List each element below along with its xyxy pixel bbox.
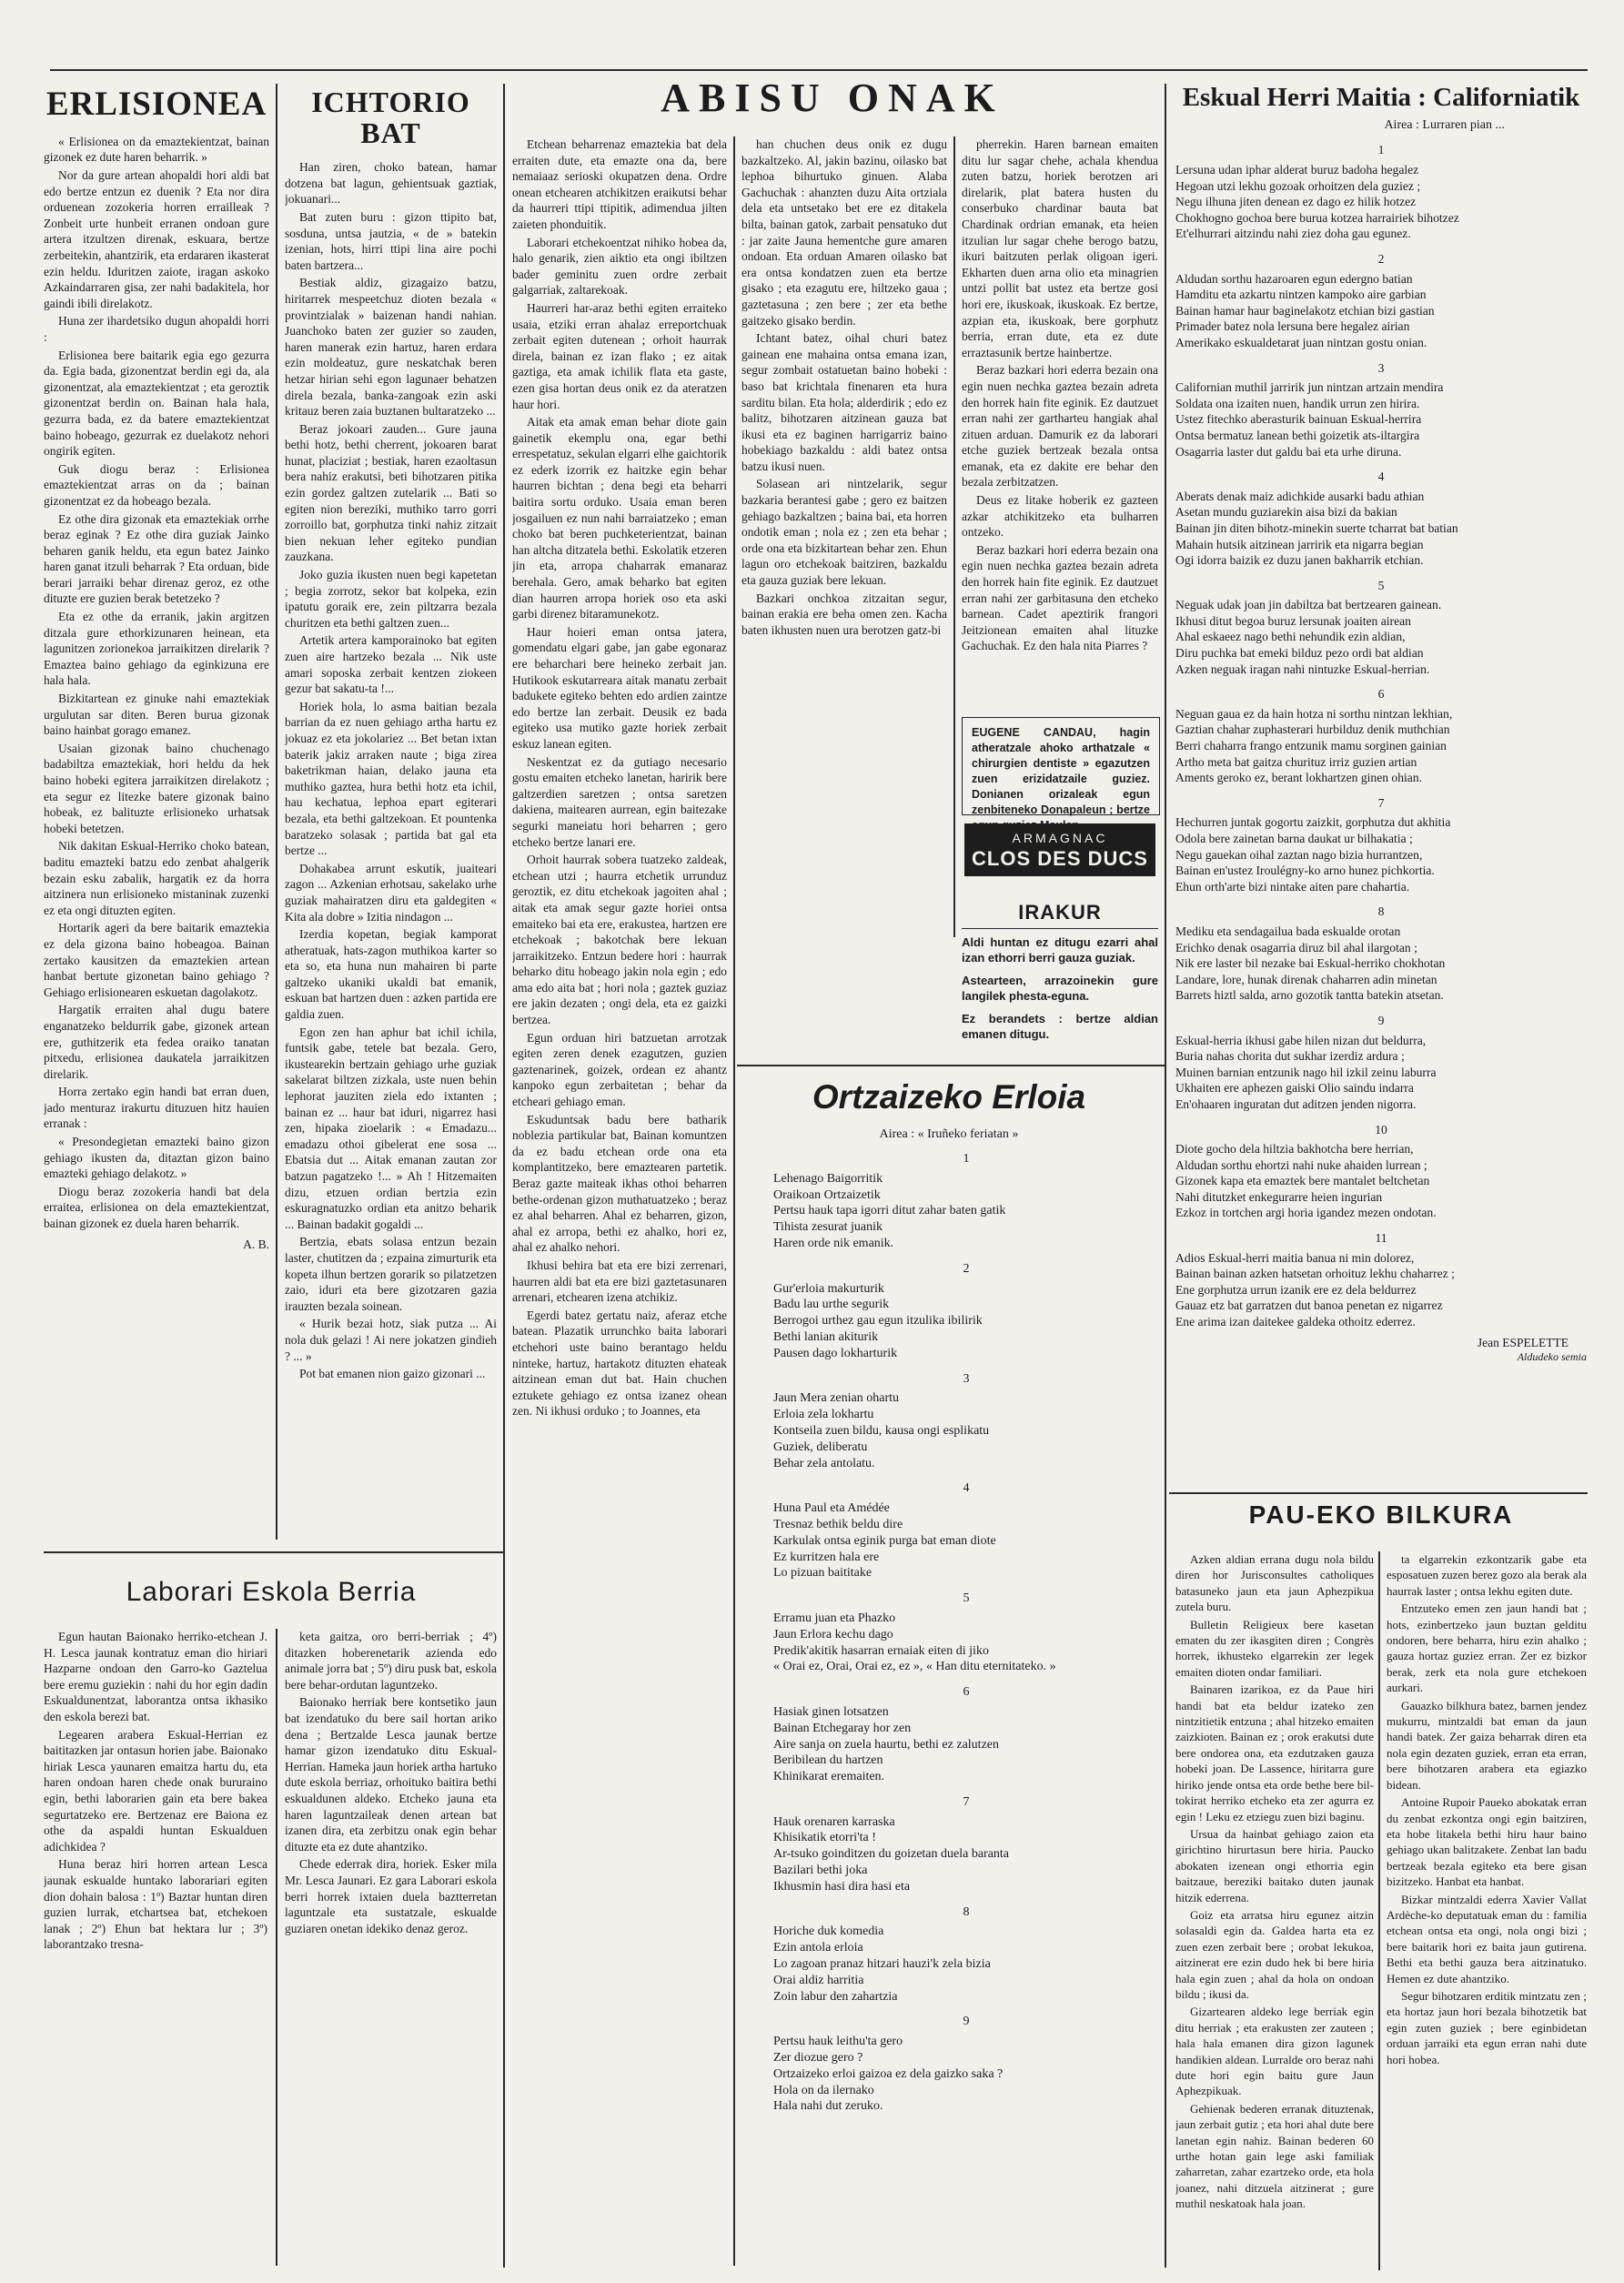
ortzaizeko-verse-line: Jaun Mera zenian ohartu [773, 1391, 899, 1406]
eskual-herri-stanza [1175, 924, 1587, 1004]
irakur-paragraph: Ez berandets : bertze aldian emanen ditugu. [962, 1012, 1158, 1041]
ortzaizeko-verse-line: Hola on da ilernako [773, 2083, 874, 2097]
ortzaizeko-stanza-number: 2 [963, 1261, 970, 1276]
ortzaizeko-stanza [773, 1390, 1159, 1471]
abisu-onak-body-3 [962, 136, 1158, 654]
eskual-herri-verse-line: Ustez fitechko aberasturik bainuan Eskual-herrira [1175, 412, 1422, 427]
eskual-herri-verse-line: Chokhogno gochoa bere burua kotzea harrairiek bihotzez [1175, 210, 1459, 225]
eskual-herri-verse-line: Ikhusi ditut begoa buruz lersunak joaiten airean [1175, 613, 1411, 628]
section-rule [737, 1065, 1165, 1066]
ichtorio-paragraph: « Hurik bezai hotz, siak putza ... Ai nola duk gelazi ! Ai nere jokatzen gindieh ? ... » [285, 1317, 497, 1363]
abisu-onak-body-2 [741, 136, 947, 638]
paueko-body-1 [1175, 1551, 1374, 2212]
ichtorio-paragraph: Joko guzia ikusten nuen begi kapetetan ; begia zorrotz, sekor bat kolpeka, ezin ipatutu goraik ere, zein piltzarra bezala churitzen eta bethi galtzen zuen... [285, 568, 497, 630]
abisu-onak-paragraph: Laborari etchekoentzat nihiko hobea da, halo genarik, zien aiktio eta ongi ibiltzen bader geminitu zuen ordre zerbait galgarriak, zaltarekoak. [512, 235, 727, 298]
laborari-paragraph: keta gaitza, oro berri-berriak ; 4º) ditazken hoberenetarik azienda edo animale jorra bat ; 5º) diru pusk bat, eskola bere behar-ordutan laguntzeko. [285, 1630, 497, 1692]
eskual-herri-verse-line: Lersuna udan iphar alderat buruz badoha hegalez [1175, 163, 1419, 177]
erlisionea-paragraph: Ez othe dira gizonak eta emaztekiak orrhe beraz eginak ? Ez othe dira guziak Jainko beharen ganik heldu, eta egun batez Jainko haren ganat itzuli beharrak ? Eta orduan, bide berari jarraiki behar direnaz geroz, ez othe dituzte ere guzien berak betetzeko ? [44, 511, 269, 606]
ortzaizeko-stanza [773, 1500, 1159, 1581]
eskual-herri-verse-line: Californian muthil jarririk jun nintzan artzain mendira [1175, 380, 1444, 395]
eskual-herri-verse-line: Diote gocho dela hiltzia bakhotcha bere herrian, [1175, 1142, 1414, 1157]
eskual-herri-verse-line: Gauaz etz bat garratzen dut banoa penetan ez nigarrez [1175, 1298, 1443, 1313]
eskual-herri-stanza-number: 4 [1377, 470, 1385, 484]
ortzaizeko-stanza-number: 6 [963, 1685, 970, 1700]
ichtorio-article [285, 87, 497, 1543]
eskual-herri-stanza [1175, 597, 1587, 677]
ortzaizeko-verse-line: Lo zagoan pranaz hitzari hauzi'k zela bizia [773, 1957, 991, 1972]
erlisionea-paragraph: « Erlisionea on da emaztekientzat, bainan gizonek ez dute haren beharrik. » [44, 134, 269, 165]
abisu-onak-paragraph: Solasean ari nintzelarik, segur bazkaria berantesi gabe ; gero ez baitzen gehiago bazkaltzen ; baina bai, eta horren ondotik eman ; nola ez ; zen eta behar ; orde ona eta bizkitartean behar zen. Ehun lagun oro etchekoak baitziren, bazkaldu eta gauza guziak bere lekuan. [741, 477, 947, 588]
eskual-herri-stanza [1175, 379, 1587, 460]
eskual-herri-verse-line: Hechurren juntak gogortu zaizkit, gorphutza dut akhitia [1175, 815, 1451, 830]
ortzaizeko-stanza-number: 8 [963, 1904, 970, 1919]
ortzaizeko-verse-line: Haren orde nik emanik. [773, 1236, 894, 1250]
ortzaizeko-verse-line: Kontseila zuen bildu, kausa ongi esplikatu [773, 1423, 990, 1438]
abisu-onak-paragraph: Egun orduan hiri batzuetan arrotzak egiten zeren denek ezagutzen, guzien gaztenarinek, goizek, ordean ez ahantz kanpoko egun zerbaitetan ; behar da etcheari gehiago eman. [512, 1030, 727, 1109]
ortzaizeko-verse-line: Badu lau urthe segurik [773, 1298, 890, 1312]
irakur-notice [962, 901, 1158, 1056]
irakur-paragraph: Astearteen, arrazoinekin gure langilek phesta-eguna. [962, 974, 1158, 1003]
eskual-herri-verse-line: Landare, lore, hunak direnak chaharren adin minetan [1175, 972, 1437, 986]
eskual-herri-stanza-number: 8 [1377, 904, 1385, 919]
ortzaizeko-stanza [773, 1611, 1159, 1675]
eskual-herri-verse-line: Erichko denak osagarria diruz bil ahal ilargotan ; [1175, 940, 1417, 955]
ichtorio-paragraph: Han ziren, choko batean, hamar dotzena bat lagun, gehientsuak gaztiak, jokuanari... [285, 160, 497, 207]
armagnac-brand: CLOS DES DUCS [972, 847, 1148, 870]
irakur-paragraph: Aldi huntan ez ditugu ezarri ahal izan ethorri berri gauza guziak. [962, 935, 1158, 965]
eskual-herri-stanza-number: 9 [1377, 1013, 1385, 1027]
eskual-herri-verse-line: Neguan gaua ez da hain hotza ni sorthu nintzan lekhian, [1175, 706, 1453, 721]
abisu-onak-paragraph: Eskuduntsak badu bere batharik noblezia partikular bat, Bainan komuntzen da ez badu etchean orde ona eta komplantitzeko, bere emaztearen partetik. Beraz gazte maiteak ikhas othoi beharren bethe-ordenan gizon muthatuatzeko ; beraz ez ahal beharren. Ahal ez beharren, gizon, ahal ez arropa, bethi ez ahalko, hori ez, ahal ez ahalko nehori. [512, 1112, 727, 1255]
eskual-herri-verse-line: Mahain hutsik aitzinean jarririk eta nigarra begian [1175, 537, 1424, 551]
ichtorio-paragraph: Egon zen han aphur bat ichil ichila, funtsik gabe, tetele bat bezala. Gero, ikustearekin bertzain gehiago urhe guziak sakelarat biltzen zizkala, uste nuen behin lephorat jauziten ziela edo ixtanten ; bainan ez ... haur bat iduri, nigarrez hasi zen, hipaka zioelarik : « Emadazu... emadazu othoi gibelerat ene sosa ... Ebatsia dut ... Aitak emanan zautan zor batzun pagatzeko !... » Ah ! Hitzemaiten dizu, etzuen ordian bertzia ezin eskuragnatuzko ordian eta anitzo beharik ... Bainan badakit gogaldi ... [285, 1025, 497, 1231]
eskual-herri-verse-line: Berri chaharra frango entzunik mamu sorginen gainian [1175, 739, 1447, 753]
erlisionea-paragraph: Horra zertako egin handi bat erran duen, jado menturaz irakurtu dituzuen hitz hauien erranak : [44, 1085, 269, 1131]
eskual-herri-verse-line: Muinen barnian entzunik nago hil izkil zeinu laburra [1175, 1065, 1437, 1079]
candau-advertisement [962, 717, 1160, 815]
erlisionea-paragraph: Guk diogu beraz : Erlisionea emaztekientzat arras on da ; bainan gizonentzat ez da hobeago bezala. [44, 461, 269, 508]
armagnac-advertisement [964, 823, 1155, 876]
eskual-herri-stanza-number: 1 [1377, 143, 1385, 157]
ichtorio-paragraph: Pot bat emanen nion gaizo gizonari ... [299, 1367, 486, 1381]
eskual-herri-verse-line: Barrets hiztl salda, arno gozotik tantta batekin atsetan. [1175, 988, 1444, 1003]
ortzaizeko-verse-line: Bethi lanian akiturik [773, 1329, 879, 1344]
ichtorio-paragraph: Izerdia kopetan, begiak kamporat atheratuak, hats-zagon muthikoa karter so eta so, eta huna nun mahairen bi parte galtzeko ukaniki ukaldi bat emanik, eskuan bat hartzen duen : azken partida ere galdia zuen. [285, 927, 497, 1022]
column-rule [733, 136, 735, 2266]
ortzaizeko-verse-line: Hasiak ginen lotsatzen [773, 1704, 889, 1719]
ichtorio-body [285, 159, 497, 1382]
eskual-herri-air: Airea : Lurraren pian ... [1384, 118, 1505, 133]
erlisionea-article [44, 87, 269, 1543]
ortzaizeko-verse-line: Pertsu hauk tapa igorri ditut zahar baten gatik [773, 1204, 1006, 1218]
erlisionea-paragraph: Hargatik erraiten ahal dugu batere enganatzeko beldurrik gabe, gizonek artean ere, guthitzerik eta fedea oraiko tanatan pitxedu, erlisionea daukatela jarraikitzen direlarik. [44, 1003, 269, 1081]
eskual-herri-stanzas [1175, 142, 1587, 1329]
ichtorio-paragraph: Bat zuten buru : gizon ttipito bat, sosduna, untsa jautzia, « de » batekin izenian, hots, hirri ttipi lina aire pochi baten bartzera... [285, 209, 497, 272]
eskual-herri-verse-line: Ehun orth'arte bizi nintake aiten pare chahartia. [1175, 879, 1410, 894]
eskual-herri-stanza [1175, 814, 1587, 894]
laborari-header [44, 1561, 499, 1615]
abisu-onak-paragraph: Bazkari onchkoa zitzaitan segur, bainan erakia ere beha omen zen. Kacha baten ikhusten nuen ura berotzen gatz-bi [741, 591, 947, 637]
ortzaizeko-stanza [773, 1281, 1159, 1362]
ortzaizeko-air: Airea : « Iruñeko feriatan » [879, 1127, 1019, 1141]
eskual-herri-verse-line: Hamditu eta azkartu nintzen kampoko aire garbian [1175, 288, 1427, 302]
ortzaizeko-stanza-number: 5 [963, 1591, 970, 1606]
ortzaizeko-verse-line: Bainan Etchegaray hor zen [773, 1721, 912, 1735]
ortzaizeko-verse-line: Orai aldiz harritia [773, 1973, 864, 1987]
irakur-rule [962, 928, 1158, 929]
ortzaizeko-verse-line: Jaun Erlora kechu dago [773, 1627, 893, 1642]
ichtorio-paragraph: Beraz jokoari zauden... Gure jauna bethi hotz, bethi cherrent, jokoaren barat hunat, placiziat ; bestiak, haren ezaoltasun bera nahiz erakutsi, beti bihotzaren pitika ezin gordez galtzen zutelarik ... Bati so egiten nion bereziki, muthiko tarro gorri zorroillo bat, gorphutza tinki nahiz zitzait bien nekuan leher egiteko pundian zauzkana. [285, 421, 497, 564]
eskual-herri-verse-line: Ene gorphutza urrun izanik ere ez dela beldurrez [1175, 1282, 1417, 1297]
paueko-paragraph: Gauazko bilkhura batez, barnen jendez mukurru, mintzaldi bat eman da jaun handi batek. Zer gaiza beharrak diren eta nola egin dezaten guziek, erran eta erran, bere bihotzaren arabera eta egiazko bidean. [1387, 1698, 1587, 1792]
ortzaizeko-verse-line: Lo pizuan baititake [773, 1566, 873, 1581]
paueko-paragraph: Segur bihotzaren erditik mintzatu zen ; eta hortaz jaun hori bezala bihotzetik bat egin zuten guziek ; bere eginbidetan orduan jarraiki eta egun erran nahi dute hori hobea. [1387, 1988, 1587, 2066]
column-rule [503, 84, 505, 2268]
ortzaizeko-stanza-number: 7 [963, 1794, 970, 1809]
paueko-body-2 [1387, 1551, 1587, 2067]
erlisionea-paragraph: Nor da gure artean ahopaldi hori aldi bat edo bertze entzun ez duenik ? Eta nor dira orduenean zozokeria horren errailleak ? Zonbeit urte hunbeit erranen ondoan gure artera itzultzen direnak, eskuara, bertze zerbeitekin, ahantzirik, eta erdararen ikasterat ezin heldu. Iduritzen zaiote, iragan askoko Azkaindarraren gisa, zer nahi badakitela, hor gaindi ibili direlakotz. [44, 168, 269, 310]
eskual-herri-verse-line: Gaztian chahar zuphasterari hurbilduz denik muthchian [1175, 722, 1450, 737]
eskual-herri-stanza-number: 5 [1377, 578, 1385, 592]
eskual-herri-stanza-number: 3 [1377, 360, 1385, 375]
column-rule [276, 1629, 277, 2266]
ortzaizeko-verse-line: Bazilari bethi joka [773, 1864, 868, 1878]
erlisionea-paragraph: Hortarik ageri da bere baitarik emaztekia ez dela gizona baino hobeagoa. Bainan zertako kausitzen da emaztekien artean hanbat bertute gizonetan baino gehiago ? Gehiago erlisionearen eskuetan dagolakotz. [44, 921, 269, 999]
ichtorio-paragraph: Bestiak aldiz, gizagaizo batzu, hiritarrek mespeetchuz dioten bezala « provintzialak » baizenan handi nahian. Juanchoko baten zer guzier so zauden, haren manerak ezin hartuz, haren erdara ezin moldeatuz, gure neskatchak beren hetzar hirian sehi egon lagunaer behatzen direla bezala, banka-zangoak ezin aski kritauz beren zaia buztanen bultaratzeko ... [285, 276, 497, 419]
eskual-herri-verse-line: Buria nahas chorita dut sukhar izerdiz ardura ; [1175, 1049, 1405, 1064]
abisu-onak-paragraph: han chuchen deus onik ez dugu bazkaltzeko. Al, jakin bazinu, oilasko bat lephoa bihurtuko ginuen. Alaba Gachuchak : ahanzten duzu Aita ortziala dela eta untsetako bet ere ez ditakela bilta, bainan gatok, zarbait pensatuko dut : jar zaite Jauna hementche gure amaren ondoan. Eta orduan Amaren oilasko bat era ontsa kondatzen zuen eta bertze gisako ; eta ezagutu ere, hiltzeko gaua ; gaztetasuna ; zen bere ; zer eta bethe gaitzeko gisako berdin. [741, 137, 947, 328]
eskual-herri-verse-line: Gizonek kapa eta emaztek bere mantalet beltchetan [1175, 1174, 1430, 1188]
erlisionea-headline: ERLISIONEA [45, 87, 267, 123]
abisu-onak-body-1 [512, 136, 727, 1419]
abisu-onak-col-3 [962, 136, 1158, 705]
ortzaizeko-verse-line: Huna Paul eta Amédée [773, 1501, 890, 1516]
erlisionea-paragraph: Usaian gizonak baino chuchenago badabiltza emaztekiak, hori heldu da hek baino hobeki egitera jarraikitzen direlakotz ; eta segur ez litezke batere gizonak baino hobeak, ez balituzte erlisioneko urhatsak hobeki betetzen. [44, 741, 269, 835]
erlisionea-signature: A. B. [243, 1237, 269, 1251]
ortzaizeko-verse-line: Zoin labur den zahartzia [773, 1989, 898, 2004]
erlisionea-paragraph: Eta ez othe da erranik, jakin argitzen ditzala gure ethorkizunaren heinean, eta lagunitzen zorionekoa jarraikitzen direlarik ? Emaztea baino gehiago da eginkizuna ere hala hala. [44, 610, 269, 688]
ortzaizeko-verse-line: Beribilean du hartzen [773, 1753, 883, 1768]
ortzaizeko-verse-line: Ikhusmin hasi dira hasi eta [773, 1879, 911, 1894]
laborari-paragraph: Chede ederrak dira, horiek. Esker mila Mr. Lesca Jaunari. Ez gara Laborari eskola berri horrek ixtaien duela baztterretan laguntzale eta sustatzale, eskualde guziaren onetan idekiko denaz geroz. [285, 1857, 497, 1935]
column-rule [1165, 84, 1166, 2268]
ortzaizeko-verse-line: Ortzaizeko erloi gaizoa ez dela gaizko saka ? [773, 2066, 1004, 2081]
eskual-herri-verse-line: Ene arima izan daitekee galdeka othoitz ederrez. [1175, 1315, 1416, 1329]
ortzaizeko-verse-line: « Orai ez, Orai, Orai ez, ez », « Han ditu eternitateko. » [773, 1660, 1056, 1674]
laborari-headline: Laborari Eskola Berria [126, 1577, 417, 1607]
ortzaizeko-verse-line: Pertsu hauk leithu'ta gero [773, 2035, 903, 2049]
eskual-herri-verse-line: Ezkoz in tortchen argi horia igandez mezen ondotan. [1175, 1206, 1437, 1220]
erlisionea-paragraph: Erlisionea bere baitarik egia ego gezurra da. Egia bada, gizonentzat berdin egi da, ala gizonentzat, ala emaztekientzat ; eta geroztik gizonentzat berdin on. Bainan hala hala, gezurra bada, ez da batere emaztekientzat baino hobeago, gezurrak ez duelakotz nehori ongirik egiten. [44, 348, 269, 459]
eskual-herri-verse-line: Hegoan utzi lekhu gozoak orhoitzen dela guziez ; [1175, 178, 1421, 193]
laborari-col-1 [44, 1629, 267, 2266]
eskual-herri-verse-line: Osagarria laster dut galdu bai eta urhe diruna. [1175, 444, 1402, 459]
ichtorio-paragraph: Dohakabea arrunt eskutik, juaiteari zagon ... Azkenian erhotsau, sakelako urhe guziak mahairatzen diru eta galdegiten « Kita ala dobre » Izitia nindagon ... [285, 861, 497, 924]
ortzaizeko-erloia-poem [739, 1078, 1159, 2270]
paueko-paragraph: Gehienak bederen erranak dituztenak, jaun zerbait gutiz ; eta hori ahal dute bere lanetan egin nahiz. Bainan bederen 60 urthe hotan gain lege aski familiak zaharretan, zahar ezartzeko orde, eta hola joanez, nahi ditzuela aitzinerat ; gure muthil neskatoak hala joan. [1175, 2101, 1374, 2211]
abisu-onak-paragraph: Aitak eta amak eman behar diote gain gainetik ekemplu ona, egar bethi errespetatuz, sekulan elgarri elhe gaichtorik ez ederk izorrik ez haitzke egin behar haurren bichtan ; dena begi eta beharri baitira sortu orduko. Usaia eman beren josgailuen ez nun nahi barraiatzeko ; eman choko bat beren puchketerientzat, bainan han altcha ditzatela bethi. Eskolatik etzeren jin eta, arropa chaharrak emanaraz berehala. Gero, amak beharko bat egiten dian haurren arropa horiek oso eta aski garbi direnez bitaramunekotz. [512, 415, 727, 621]
eskual-herri-verse-line: Aldudan sorthu hazaroaren egun edergno batian [1175, 271, 1413, 286]
abisu-onak-header [514, 77, 1151, 132]
eskual-herri-verse-line: Ontsa bermatuz lanean bethi goizetik ats-iltargira [1175, 428, 1420, 442]
ortzaizeko-verse-line: Lehenago Baigorritik [773, 1171, 883, 1186]
eskual-herri-verse-line: Nahi ditutzket enkegurarre heien ingurian [1175, 1189, 1383, 1204]
eskual-herri-verse-line: Aments geroko ez, berant lokhartzen ginen ohian. [1175, 771, 1423, 785]
eskual-herri-verse-line: Ukhaiten ere aphezen gaiski Olio saindu indarra [1175, 1081, 1414, 1096]
ortzaizeko-stanza-number: 3 [963, 1371, 970, 1386]
ortzaizeko-verse-line: Hauk orenaren karraska [773, 1814, 895, 1829]
eskual-herri-headline: Eskual Herri Maitia : Californiatik [1182, 84, 1580, 112]
column-rule [276, 84, 277, 1540]
eskual-herri-stanza [1175, 1141, 1587, 1221]
eskual-herri-verse-line: Eskual-herria ikhusi gabe hilen nizan dut beldurra, [1175, 1033, 1427, 1047]
abisu-onak-col-2 [741, 136, 947, 937]
candau-text: EUGENE CANDAU, hagin atheratzale ahoko arthatzale « chirurgien dentiste » egazutzen zuen erizidatzaile guziez. Donianen orizaleak egun zenbiteneko Donapaleun ; bertze [972, 726, 1150, 816]
ortzaizeko-verse-line: Khinikarat eremaiten. [773, 1770, 885, 1784]
ichtorio-paragraph: Horiek hola, lo asma baitian bezala barrian da ez nuen gehiago artha hartu ez jokuaz ez eta jokolariez ... Bet betan ixtan baterik jakiz arraken naute ; biga zirea baketrikman haian, delako jauna eta muthiko gaztea, hura bethi hotz eta ichil, hau kechatua, lephoa epart egiterari bezala, eta bethi galtzekoan. Et pountenka baratzeko solasak ; partida bat gal eta bertze ... [285, 699, 497, 858]
laborari-paragraph: Baionako herriak bere kontsetiko jaun bat izendatuko du bere sail hortan ariko dena ; Bertzalde Lesca jaunak bertze hamar gizon izendatuko ditu Eskual-Herrian. Hameka jaun horiek artha hartuko dute eskola berriaz, orhoituko baitira bethi eskualdunen aldeko. Etcheko jauna eta haren laguntzaileak denen artean bat izanen dira, eta zerbitzu onak egin behar dituzte eta ez dute ahantziko. [285, 1695, 497, 1854]
paueko-paragraph: Entzuteko emen zen jaun handi bat ; hots, ezinbertzeko jaun buztan gelditu ondoren, bere beharra, hiru ezin ahalko ; gauza hortaz guziez erran. Zer ez bizkor berak, zerk eta nola gure etchekoen aurkari. [1387, 1601, 1587, 1695]
paueko-paragraph: Goiz eta arratsa hiru egunez aitzin solasaldi egin da. Galdea harta eta ez zuen ezen zerbait bere ; orobat lekukoa, aitzinerat ere ezin dudo hek bi bere hiria hala egin zuen ; ahal da hola on ondoan bildu ; ikusi da. [1175, 1907, 1374, 2001]
eskual-herri-stanza-number: 7 [1377, 795, 1385, 810]
eskual-herri-verse-line: Aldudan sorthu ehortzi nahi nuke ahaiden lurrean ; [1175, 1157, 1427, 1172]
eskual-herri-stanza [1175, 706, 1587, 786]
eskual-herri-stanza [1175, 162, 1587, 242]
ichtorio-paragraph: Bertzia, ebats solasa entzun bezain laster, chutitzen da ; ezpaina zimurturik eta kopeta ilhun bertzen gorarik so pilatzetzen zaio, iduri eta bere gizotzaren gazia irauzten bezala soinean. [285, 1235, 497, 1313]
eskual-herri-verse-line: Neguak udak joan jin dabiltza bat bertzearen gainean. [1175, 598, 1442, 612]
eskual-herri-stanza-number: 10 [1375, 1122, 1387, 1136]
paueko-col-1 [1175, 1551, 1374, 2270]
eskual-herri-verse-line: Bainan bainan azken hatsetan orhoituz lekhu chaharrez ; [1175, 1267, 1455, 1281]
laborari-col-2 [285, 1629, 497, 2266]
ichtorio-headline: ICHTORIO BAT [311, 87, 470, 149]
abisu-onak-paragraph: Haur hoieri eman ontsa jatera, gomendatu elgari gabe, jan gabe egonaraz ere beharchari bere heineko zerbait jan. Hutikook eskutarreara aitak manatu zerbait badukete egiteko behten edo ardien zaintze edo bertze lan zerbait. Deusik ez bada egiteko usa mutiko gazte horiek zerbait eskuz lanean egiten. [512, 624, 727, 751]
eskual-herri-stanza [1175, 271, 1587, 351]
ichtorio-paragraph: Artetik artera kamporainoko bat egiten zuen aire hartzeko bezala ... Nik uste amari soposka zerbait kentzen ziokeen gezur bat sakatu-ta !... [285, 633, 497, 696]
eskual-herri-verse-line: Ogi idorra baizik ez duzu janen bakharrik etchian. [1175, 553, 1424, 568]
eskual-herri-verse-line: Nik ere laster bil nezake bai Eskual-herriko chokhotan [1175, 956, 1446, 971]
ortzaizeko-verse-line: Pausen dago lokharturik [773, 1346, 898, 1360]
ortzaizeko-verse-line: Berrogoi urthez gau egun itzulika ibilirik [773, 1314, 983, 1328]
paueko-paragraph: Azken aldian errana dugu nola bildu diren hor Jurisconsultes catholiques batasuneko jaun eta jaun Aphezpikua zutela buru. [1175, 1552, 1374, 1614]
laborari-paragraph: Huna beraz hiri horren artean Lesca jaunak eskualde huntako laborariari egiten dion dohain balosa : 1º) Baztar huntan diren guzien lurrak, etchartsea bat, etchekoen lanak ; 2º) Ehun bat hektara lur ; 3º) laborantzako tresna- [44, 1857, 267, 1952]
armagnac-label: ARMAGNAC [1012, 831, 1108, 845]
ortzaizeko-stanzas [739, 1151, 1159, 2115]
paueko-paragraph: Gizartearen aldeko lege berriak egin ditu herriak ; eta erakusten zer zauteen ; hala hala emanen dira gizon lagunek handikien aldean. Lurralde oro beraz nahi dute hori egin baitu gure Jaun Aphezpikuak. [1175, 2005, 1374, 2098]
section-rule [1169, 1492, 1588, 1494]
section-rule [44, 1551, 503, 1553]
ortzaizeko-stanza-number: 9 [963, 2015, 970, 2029]
paueko-headline: PAU-EKO BILKURA [1248, 1501, 1514, 1529]
ortzaizeko-verse-line: Karkulak ontsa eginik purga bat eman diote [773, 1533, 996, 1548]
eskual-herri-stanza-number: 2 [1377, 252, 1385, 266]
paueko-paragraph: Bizkar mintzaldi ederra Xavier Vallat Ardèche-ko deputatuak eman du : familia etchean ontsa eta ongi, nola ongi bizi ; bere baitarik hori ez baita jaun gutirena. Bethi eta bethi gauza bera aitzinatuko. Hemen ez dute ahantziko. [1387, 1892, 1587, 1985]
ortzaizeko-verse-line: Erloia zela lokhartu [773, 1408, 874, 1422]
eskual-herri-signature: Jean ESPELETTE [1477, 1335, 1569, 1349]
laborari-body-1 [44, 1629, 267, 1953]
eskual-herri-stanza [1175, 489, 1587, 569]
ortzaizeko-verse-line: Khisikatik etorri'ta ! [773, 1831, 876, 1845]
erlisionea-paragraph: Diogu beraz zozokeria handi bat dela erraitea, erlisionea on dela emaztekientzat, bainan gizonek ez duela haren beharrik. [44, 1184, 269, 1231]
eskual-herri-verse-line: Aberats denak maiz adichkide ausarki badu athian [1175, 489, 1425, 503]
laborari-body-2 [285, 1629, 497, 1936]
eskual-herri-verse-line: Bainan en'ustez Iroulégny-ko arno hunez pichkortia. [1175, 864, 1435, 878]
ortzaizeko-verse-line: Erramu juan eta Phazko [773, 1611, 896, 1625]
erlisionea-paragraph: Huna zer ihardetsiko dugun ahopaldi horri : [44, 314, 269, 344]
abisu-onak-paragraph: Beraz bazkari hori ederra bezain ona egin nuen nechka gaztea bezain adreta den horrek hain fite eginik. Ez dautzuet erran nahi zer garbitasuna den etcheko barnean. Cadet apeztirik frangori Jeitzionean emaiten ahal lituzke Gachuchak. Ez den hala nita Piarres ? [962, 542, 1158, 653]
ortzaizeko-verse-line: Ar-tsuko goinditzen du goizetan duela baranta [773, 1847, 1010, 1862]
eskual-herri-verse-line: Bainan jin diten bihotz-minekin suerte tcharrat bat batian [1175, 520, 1458, 535]
eskual-herri-verse-line: Artho meta bat gaitza churituz irriz guzien artian [1175, 754, 1417, 769]
eskual-herri-maitia-poem [1175, 84, 1587, 1485]
abisu-onak-paragraph: Beraz bazkari hori ederra bezain ona egin nuen nechka gaztea bezain adreta den horrek hain fite eginik. Ez dautzuet erran nahi zer gartharteu hangiak ahal zituen arduan. Damurik ez da laborari etche guziek bertzeak bezala ontsa emanak, eta ez dakite ere behar den bezala zerbitzatzen. [962, 363, 1158, 490]
eskual-herri-verse-line: Ahal eskaeez nago bethi nehundik ezin aldian, [1175, 630, 1406, 644]
paueko-paragraph: Bainaren izarikoa, ez da Paue hiri handi bat eta beldur izateko zen nintzitietik entzuna ; ahal hitzeko emaiten zaizkioten. Bainan ez ; orok erakutsi dute bere ondorea ona, eta ezdutzaken gauza hobeki joan. De Lassence, hiritarra gure hiriko jende ontsa eta orde bethe bere bil-tokirat herriko etcheko eta zer agurra ez egin ! Leku ez etziegu zuen bizi baginu. [1175, 1682, 1374, 1823]
ortzaizeko-verse-line: Tresnaz bethik beldu dire [773, 1517, 903, 1531]
ortzaizeko-verse-line: Guziek, deliberatu [773, 1440, 868, 1454]
ortzaizeko-stanza [773, 2034, 1159, 2115]
ortzaizeko-verse-line: Ez kurritzen hala ere [773, 1550, 880, 1564]
ortzaizeko-stanza [773, 1704, 1159, 1785]
eskual-herri-verse-line: Asetan mundu guziarekin aisa bizi da bakian [1175, 505, 1397, 520]
irakur-title: IRAKUR [1018, 901, 1102, 924]
eskual-herri-signature-origin: Aldudeko semia [1517, 1349, 1587, 1363]
top-rule [50, 69, 1588, 71]
eskual-herri-verse-line: Negu gauekan oihal zaztan nago bizia hurrantzen, [1175, 847, 1423, 862]
ortzaizeko-verse-line: Oraikoan Ortzaizetik [773, 1187, 881, 1202]
abisu-onak-paragraph: Orhoit haurrak sobera tuatzeko zaldeak, etchean utzi ; haurra etchetik urrunduz geroztik, ez ditu etchekoak jagoiten ahal ; aitak eta amak segur gazte horiei ontsa emaiteko bai eta ere, erakustea, hartzen ere etchekoak ; bakotchak bere lekuan jarraikitzeko. Entzun bedere hori : haurrak beharko ditu hobeago jakin nola egin ; edo ama edo aita bat ; hori nola ; gaztek guziaz ere jakin dezaten ; ongi dela, eta ez gaizki bertzea. [512, 853, 727, 1027]
ortzaizeko-stanza [773, 1924, 1159, 2005]
eskual-herri-verse-line: Bainan hamar haur baginelakotz etchian bizi gastian [1175, 303, 1435, 318]
ortzaizeko-verse-line: Predik'akitik hasarran ernaiak eiten di jiko [773, 1643, 989, 1658]
eskual-herri-verse-line: Negu ilhuna jiten denean ez dago ez hilik hotzez [1175, 195, 1417, 209]
eskual-herri-verse-line: Adios Eskual-herri maitia banua ni min dolorez, [1175, 1250, 1415, 1265]
ortzaizeko-verse-line: Hala nahi dut zeruko. [773, 2099, 883, 2114]
paueko-paragraph: ta elgarrekin ezkontzarik gabe eta esposatuen zuzen berez gozo ala berak ala haurrak laster ; ontsa lekhu egiten dute. [1387, 1552, 1587, 1598]
erlisionea-paragraph: « Presondegietan emazteki baino gizon gehiago ikusten da, ditaztan gizon baino emazteki gehiago delakotz. » [44, 1135, 269, 1181]
abisu-onak-paragraph: pherrekin. Haren barnean emaiten ditu lur sagar chehe, achala khendua zuten batzu, horiek berotzen ari direlarik, plat batera husten du conserbuko chardinar bauta bat Chardinak ordrian emanak, eta heien itzulian lur sagar chehe berogo batzu, ikuri baitzuten perlak oligoan igeri. Ekharten duen arna olio eta minagrien untzi pollit bat ustez eta bertze gosi hori ere, ikuskoak, ikuskoak. Ez bertze, azpian eta, ikuskoak, bere gorphutz berria, erran dute, eta ez dute erraztasunik bertze hainbertze. [962, 137, 1158, 359]
abisu-onak-paragraph: Etchean beharrenaz emaztekia bat dela erraiten dute, eta emazte ona da, bere nemaiaaz serioski okupatzen dena. Ordre onean etchearen atchikitzen eraikutsi behar da haurreri ttipi ttipitik, adimendua jilten zaieten phonduitik. [512, 137, 727, 231]
eskual-herri-verse-line: Mediku eta sendagailua bada eskualde orotan [1175, 924, 1401, 938]
eskual-herri-verse-line: Et'elhurrari aitzindu nahi ziez doha gau egunez. [1175, 227, 1411, 241]
paueko-header [1175, 1501, 1587, 1547]
eskual-herri-stanza-number: 11 [1375, 1231, 1387, 1246]
eskual-herri-stanza [1175, 1033, 1587, 1113]
abisu-onak-paragraph: Egerdi batez gertatu naiz, aferaz etche batean. Plazatik urrunchko baita laborari etchehori uste baino berantago heldu ninteke, hartuz, hartakotz dituzten ehateak aitzinean eman dut bat. Hain chuchen eztukete gehiago ez ontsa izanez ohean zen. Ni ikhusi orduko ; to Joannes, eta [512, 1308, 727, 1419]
ortzaizeko-verse-line: Gur'erloia makurturik [773, 1281, 884, 1296]
eskual-herri-verse-line: En'ohaaren inguratan dut aditzen jenden nigorra. [1175, 1096, 1417, 1111]
ortzaizeko-headline: Ortzaizeko Erloia [812, 1078, 1086, 1116]
erlisionea-body [44, 134, 269, 1232]
ortzaizeko-verse-line: Behar zela antolatu. [773, 1456, 875, 1470]
eskual-herri-verse-line: Azken neguak iragan nahi nintuzke Eskual-herrian. [1175, 662, 1430, 676]
paueko-paragraph: Ursua da hainbat gehiago zaion eta girichtino hirurtasun bere hiria. Paucko abokaten izenean ongi ethorria egin baitzaue, bereziki baitako duten jaunak hitzik ederrena. [1175, 1826, 1374, 1904]
ortzaizeko-verse-line: Aire sanja on zuela haurtu, bethi ez zalutzen [773, 1737, 999, 1752]
ortzaizeko-stanza-number: 1 [963, 1152, 970, 1166]
abisu-onak-paragraph: Ikhusi behira bat eta ere bizi zerrenari, haurren aldi bat eta ere bizi gaztetasunaren arrenari, etchearen izena atchikiz. [512, 1258, 727, 1305]
laborari-paragraph: Egun hautan Baionako herriko-etchean J. H. Lesca jaunak kontratuz eman dio hiriari Hazparne ondoan den Garro-ko Gaztelua bere eremu guziekin : nahi du hor egin dadin Eskualdunentzat, laborantza ontsa ikhasiko den eskola berezi bat. [44, 1630, 267, 1723]
ortzaizeko-stanza [773, 1171, 1159, 1252]
paueko-paragraph: Antoine Rupoir Paueko abokatak erran du zenbat ezkontza ongi egin baitziren, eta hobe litakela bethi hiru haur baino gehiago ukan balitzakete. Zenbat lan badu bertzeak bezala egiteko eta bere gisan bizitzeko. Hanbat eta hanbat. [1387, 1795, 1587, 1889]
ortzaizeko-stanza-number: 4 [963, 1481, 970, 1496]
ortzaizeko-verse-line: Zer diozue gero ? [773, 2051, 863, 2066]
abisu-onak-col-1 [512, 136, 727, 2257]
erlisionea-paragraph: Bizkitartean ez ginuke nahi emaztekiak urgulutan sar diten. Beren burua gizonak baino hainbat gorago emanez. [44, 692, 269, 738]
laborari-paragraph: Legearen arabera Eskual-Herrian ez baititazken jar ontasun horien jabe. Baionako hiriak Lesca yaunaren emaitza hartu du, eta haren ondoan haren chede onak bururaino egin, bethi laborarien gain eta bere bakea segurtatzeko ere. Bertzenaz ere Baiona ez othe da aspaldi huntan Eskualduen adichkidea ? [44, 1727, 267, 1854]
column-rule [1378, 1551, 1380, 2270]
eskual-herri-stanza [1175, 1250, 1587, 1330]
ortzaizeko-stanza [773, 1814, 1159, 1895]
abisu-onak-headline: ABISU ONAK [661, 77, 1004, 120]
paueko-paragraph: Bulletin Religieux bere kasetan ematen du zer ikasgiten diren ; Congrès horrek, ikhusteko elgarrekin zer legek emaiten dioten ondar familiari. [1175, 1617, 1374, 1679]
eskual-herri-verse-line: Soldata ona izaiten nuen, handik urrun zen hirira. [1175, 396, 1420, 410]
erlisionea-paragraph: Nik dakitan Eskual-Herriko choko batean, baditu emazteki batzu edo zenbat ahalgerik bezain esku zabalik, hargatik ez da horra aitzinera nun erlisioneko mistaninak zuzenki ez eta ongi dituzten egiten. [44, 839, 269, 917]
abisu-onak-paragraph: Deus ez litake hoberik ez gazteen azkar atchikitzeko eta bulharren ontzeko. [962, 493, 1158, 540]
eskual-herri-verse-line: Primader batez nola lersuna bere hegalez airian [1175, 319, 1410, 334]
eskual-herri-verse-line: Diru puchka bat emeki bilduz pezo ordi bat aldian [1175, 646, 1424, 661]
column-rule [953, 136, 955, 937]
eskual-herri-verse-line: Amerikako eskualdetarat juan nintzan gostu onian. [1175, 335, 1427, 349]
abisu-onak-paragraph: Ichtant batez, oihal churi batez gainean ene mahaina ontsa emana izan, segur zombait ostatuetan baino hobeki : baso bat krichtala finenaren eta hura sarditu bilan. Eta hola; alderdirik ; edo ez balitz, bihotzaren aitzinean gauza bat ikusi eta ez baginen harrigarriz baino hobekiago bazkaldu : aldi batez ontsa batzu ikusi nuen. [741, 331, 947, 473]
eskual-herri-stanza-number: 6 [1377, 687, 1385, 702]
paueko-col-2 [1387, 1551, 1587, 2270]
abisu-onak-paragraph: Neskentzat ez da gutiago necesario gostu emaiten etcheko lanetan, haririk bere galtzerdien saretzen ; ontsa saretzen dakiena, maitearen aurrean, egin baitezake segurki maneiatu hori beharren ; gero etcheko bertze lanari ere. [512, 754, 727, 849]
ortzaizeko-verse-line: Tihista zesurat juanik [773, 1220, 883, 1235]
ortzaizeko-verse-line: Ezin antola erloia [773, 1941, 863, 1955]
eskual-herri-verse-line: Odola bere zainetan barna daukat ur bilhakatia ; [1175, 832, 1413, 845]
ortzaizeko-verse-line: Horiche duk komedia [773, 1924, 884, 1939]
abisu-onak-paragraph: Haurreri har-araz bethi egiten erraiteko usaia, etziki erran ahalaz erreportchuak zerbait egiten dutenean ; orhoit haurrak direla, bainan ez izan flako ; ez aitak gaztiga, eta amak ichilik flata eta gaste, ezen gisa hortan deus onik ez da ateratzen haur hori. [512, 300, 727, 411]
